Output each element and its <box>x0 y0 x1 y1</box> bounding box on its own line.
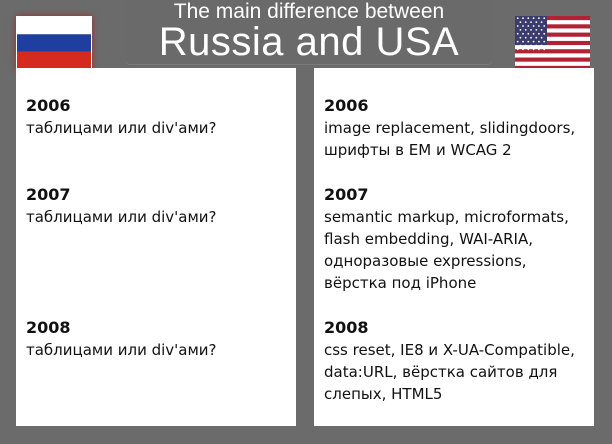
entry-text: таблицами или div'ами? <box>26 208 217 226</box>
usa-panel <box>314 68 594 426</box>
entry-line: слепых, HTML5 <box>324 385 443 403</box>
usa-entry-2006 <box>324 94 588 161</box>
entry-line: одноразовые expressions, <box>324 252 527 270</box>
russia-entry-2006 <box>26 94 290 139</box>
entry-year: 2008 <box>324 318 369 337</box>
russia-entry-2008 <box>26 316 290 361</box>
entry-year: 2007 <box>324 185 369 204</box>
title-banner <box>126 0 492 64</box>
russia-flag-icon <box>16 16 92 70</box>
entry-line: data:URL, вёрстка сайтов для <box>324 363 558 381</box>
entry-year: 2006 <box>324 96 369 115</box>
entry-text: таблицами или div'ами? <box>26 119 217 137</box>
russia-panel <box>16 68 296 426</box>
entry-line: шрифты в EM и WCAG 2 <box>324 141 512 159</box>
russia-entry-2007 <box>26 183 290 228</box>
entry-line: image replacement, slidingdoors, <box>324 119 576 137</box>
page-title: Russia and USA <box>158 20 460 64</box>
entry-year: 2008 <box>26 318 71 337</box>
entry-line: css reset, IE8 и X-UA-Compatible, <box>324 341 575 359</box>
usa-flag-icon <box>515 16 590 70</box>
entry-line: flash embedding, WAI-ARIA, <box>324 230 534 248</box>
entry-year: 2006 <box>26 96 71 115</box>
usa-entry-2008 <box>324 316 588 405</box>
entry-line: вёрстка под iPhone <box>324 274 477 292</box>
entry-text: таблицами или div'ами? <box>26 341 217 359</box>
title-subtitle: The main difference between <box>173 0 445 23</box>
entry-year: 2007 <box>26 185 71 204</box>
usa-entry-2007 <box>324 183 588 294</box>
entry-line: semantic markup, microformats, <box>324 208 569 226</box>
